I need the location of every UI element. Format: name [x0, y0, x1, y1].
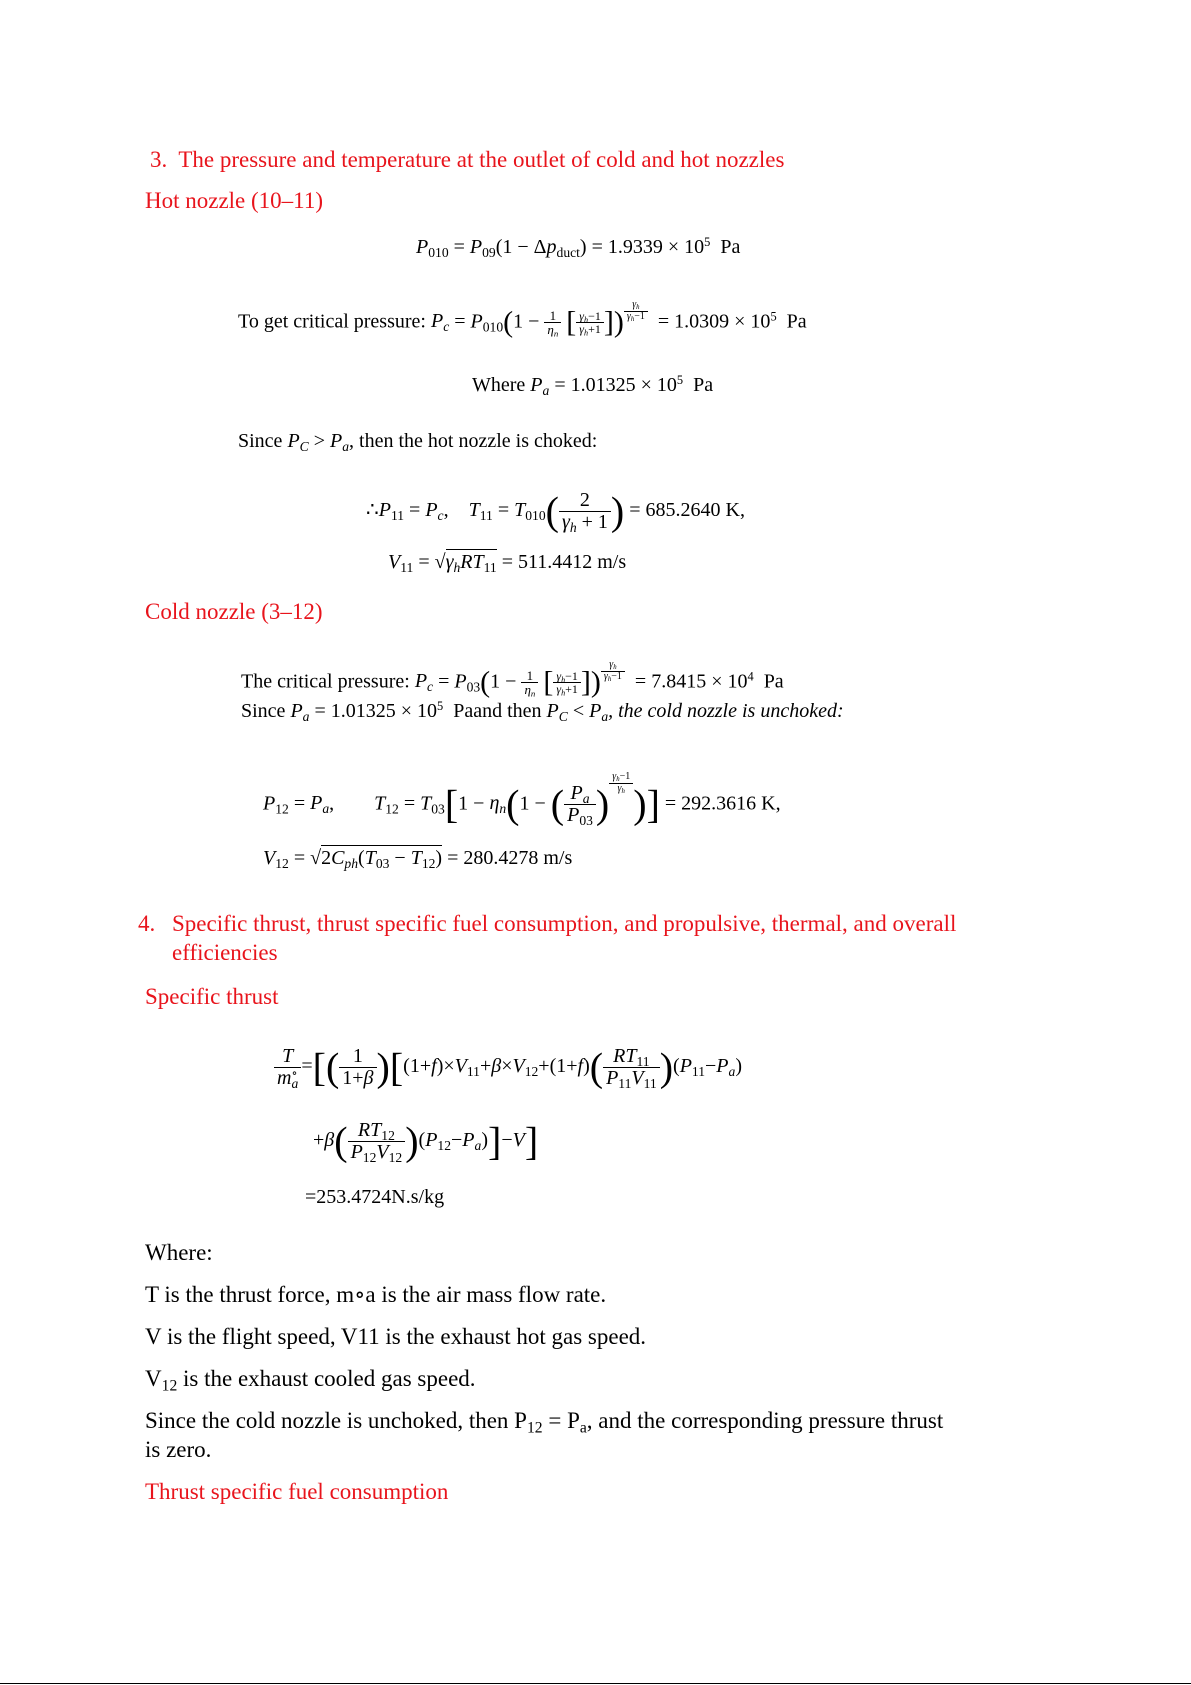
hot-critical-exponent: 5 [770, 309, 777, 324]
cold-since-exponent: 5 [437, 699, 444, 714]
notes-line-3-subscript: 12 [161, 1377, 178, 1395]
notes-line-4-sub-12: 12 [526, 1419, 543, 1437]
cold-unchoked-statement: Since $P_a = 1.01325 \times 10^5$ Paand then $P_C < P_a$, the cold nozzle is unchoked: [241, 699, 844, 725]
section-4-title-line2: efficiencies [172, 940, 278, 965]
cold-critical-exponent: 4 [747, 669, 754, 684]
hot-since-word: Since [238, 430, 288, 452]
notes-line-4-part-b: = P [542, 1408, 580, 1433]
section-3-number: 3. [150, 147, 168, 172]
hot-nozzle-heading: Hot nozzle (10–11) [145, 188, 323, 213]
p010-unit: Pa [720, 236, 741, 258]
specific-thrust-equation-line1: $\frac{T}{m^\circ_a}$ =[( $\frac{1}{1+\beta}$ )[$(1+f)\times V_{11}+\beta\times V_{12}+(1+f)$( $\frac{RT_{11}}{P_{11}V_{11}}$ )$(P_{11}-P_a)$ [274, 1046, 742, 1089]
section-3-heading [150, 147, 784, 173]
cold-critical-unit: Pa [763, 670, 784, 693]
cold-critical-result: = 7.8415 × 10 [634, 670, 748, 693]
notes-line-3-symbol: V [145, 1366, 162, 1391]
cold-since-word: Since [241, 700, 291, 722]
cold-since-value: = 1.01325 × 10 [314, 700, 438, 722]
p010-exponent: 5 [704, 235, 711, 250]
notes-line-5: is zero. [145, 1437, 212, 1462]
where-exponent: 5 [676, 373, 684, 388]
where-unit: Pa [693, 374, 714, 396]
section-4-number: 4. [138, 911, 156, 936]
notes-line-3-text: is the exhaust cooled gas speed. [177, 1366, 476, 1391]
hot-critical-unit: Pa [786, 310, 807, 333]
t11-result: = 685.2640 K, [629, 499, 745, 522]
where-value: = 1.01325 × 10 [554, 374, 677, 396]
where-pa-equation: Where $P_a = 1.01325 \times 10^5$ Pa [472, 373, 714, 399]
notes-line-4-sub-a: a [579, 1419, 587, 1437]
hot-since-text: , then the hot nozzle is choked: [349, 430, 598, 452]
cold-nozzle-heading: Cold nozzle (3–12) [145, 599, 323, 624]
v11-result: = 511.4412 m/s [501, 551, 627, 573]
hot-critical-result: = 1.0309 × 10 [657, 310, 771, 333]
hot-critical-pressure-equation: To get critical pressure: $P_c = P_{010}(1$ − $\frac{1}{\eta_n}$ [ $\frac{\gamma_h-1}{\gamma_h+1}$ ]) $^{\frac{\gamma_h}{\gamma_h-1}}$ = $1.0309 \times 10^5$ Pa [238, 299, 807, 339]
notes-line-4 [145, 1408, 944, 1437]
section-4-title-line1: Specific thrust, thrust specific fuel consumption, and propulsive, thermal, and overall [172, 911, 957, 936]
cold-since-mid: Paand then [453, 700, 547, 722]
t11-equation: $\therefore P_{11} = P_c$, $T_{11} = T_{010}$( $\frac{2}{\gamma_h + 1}$ ) = 685.2640 K, [366, 488, 745, 536]
cold-critical-pressure-equation: The critical pressure: $P_c = P_{03}(1$ − $\frac{1}{\eta_n}$ [ $\frac{\gamma_h-1}{\gamma_h+1}$ ]) $^{\frac{\gamma_h}{\gamma_h-1}}$ = $7.8415 \times 10^4$ Pa [241, 659, 784, 699]
specific-thrust-equation-line2: +β( $\frac{RT_{12}}{P_{12}V_{12}}$ )$(P_{12}-P_a)]-V$] [313, 1118, 539, 1166]
specific-thrust-heading: Specific thrust [145, 984, 279, 1009]
notes-line-2: V is the flight speed, V11 is the exhaust hot gas speed. [145, 1324, 647, 1349]
where-label: Where [472, 374, 531, 396]
notes-line-3 [145, 1366, 476, 1395]
hot-choked-statement: Since $P_C > P_a$, then the hot nozzle is choked: [238, 430, 598, 455]
t12-result: = 292.3616 K, [664, 792, 781, 815]
t12-equation: $P_{12} = P_a$, $T_{12} = T_{03}[1 - \eta_n(1$ − ( $\frac{P_a}{P_{03}}$ ) $^{\frac{\gamma_h-1}{\gamma_h}}$ )] = 292.3616 K, [263, 771, 781, 829]
notes-line-4-part-a: Since the cold nozzle is unchoked, then P [145, 1408, 527, 1433]
section-3-title: The pressure and temperature at the outlet of cold and hot nozzles [178, 147, 785, 172]
hot-critical-label: To get critical pressure: [238, 310, 431, 333]
p010-equation: $P_{010} = P_{09}(1 - \Delta p_{duct}) = 1.9339 \times 10^5$ Pa [416, 235, 741, 261]
notes-line-4-part-c: , and the corresponding pressure thrust [586, 1408, 944, 1433]
notes-line-1: T is the thrust force, m∘a is the air mass flow rate. [145, 1282, 607, 1307]
specific-thrust-result: =253.4724N.s/kg [305, 1186, 445, 1208]
notes-where: Where: [145, 1240, 213, 1265]
v12-result: = 280.4278 m/s [447, 847, 573, 869]
cold-since-tail: , the cold nozzle is unchoked: [608, 700, 844, 722]
cold-critical-label: The critical pressure: [241, 670, 415, 693]
v11-equation: $V_{11} = √\gamma_hRT_{11} = 511.4412$ m/s [388, 551, 627, 576]
p010-result: = 1.9339 × 10 [591, 236, 705, 258]
tsfc-heading: Thrust specific fuel consumption [145, 1479, 449, 1504]
v12-equation: $V_{12} = √2C_{ph}(T_{03} - T_{12}) = 280.4278$ m/s [263, 847, 573, 872]
page-bottom-rule [0, 1683, 1191, 1684]
